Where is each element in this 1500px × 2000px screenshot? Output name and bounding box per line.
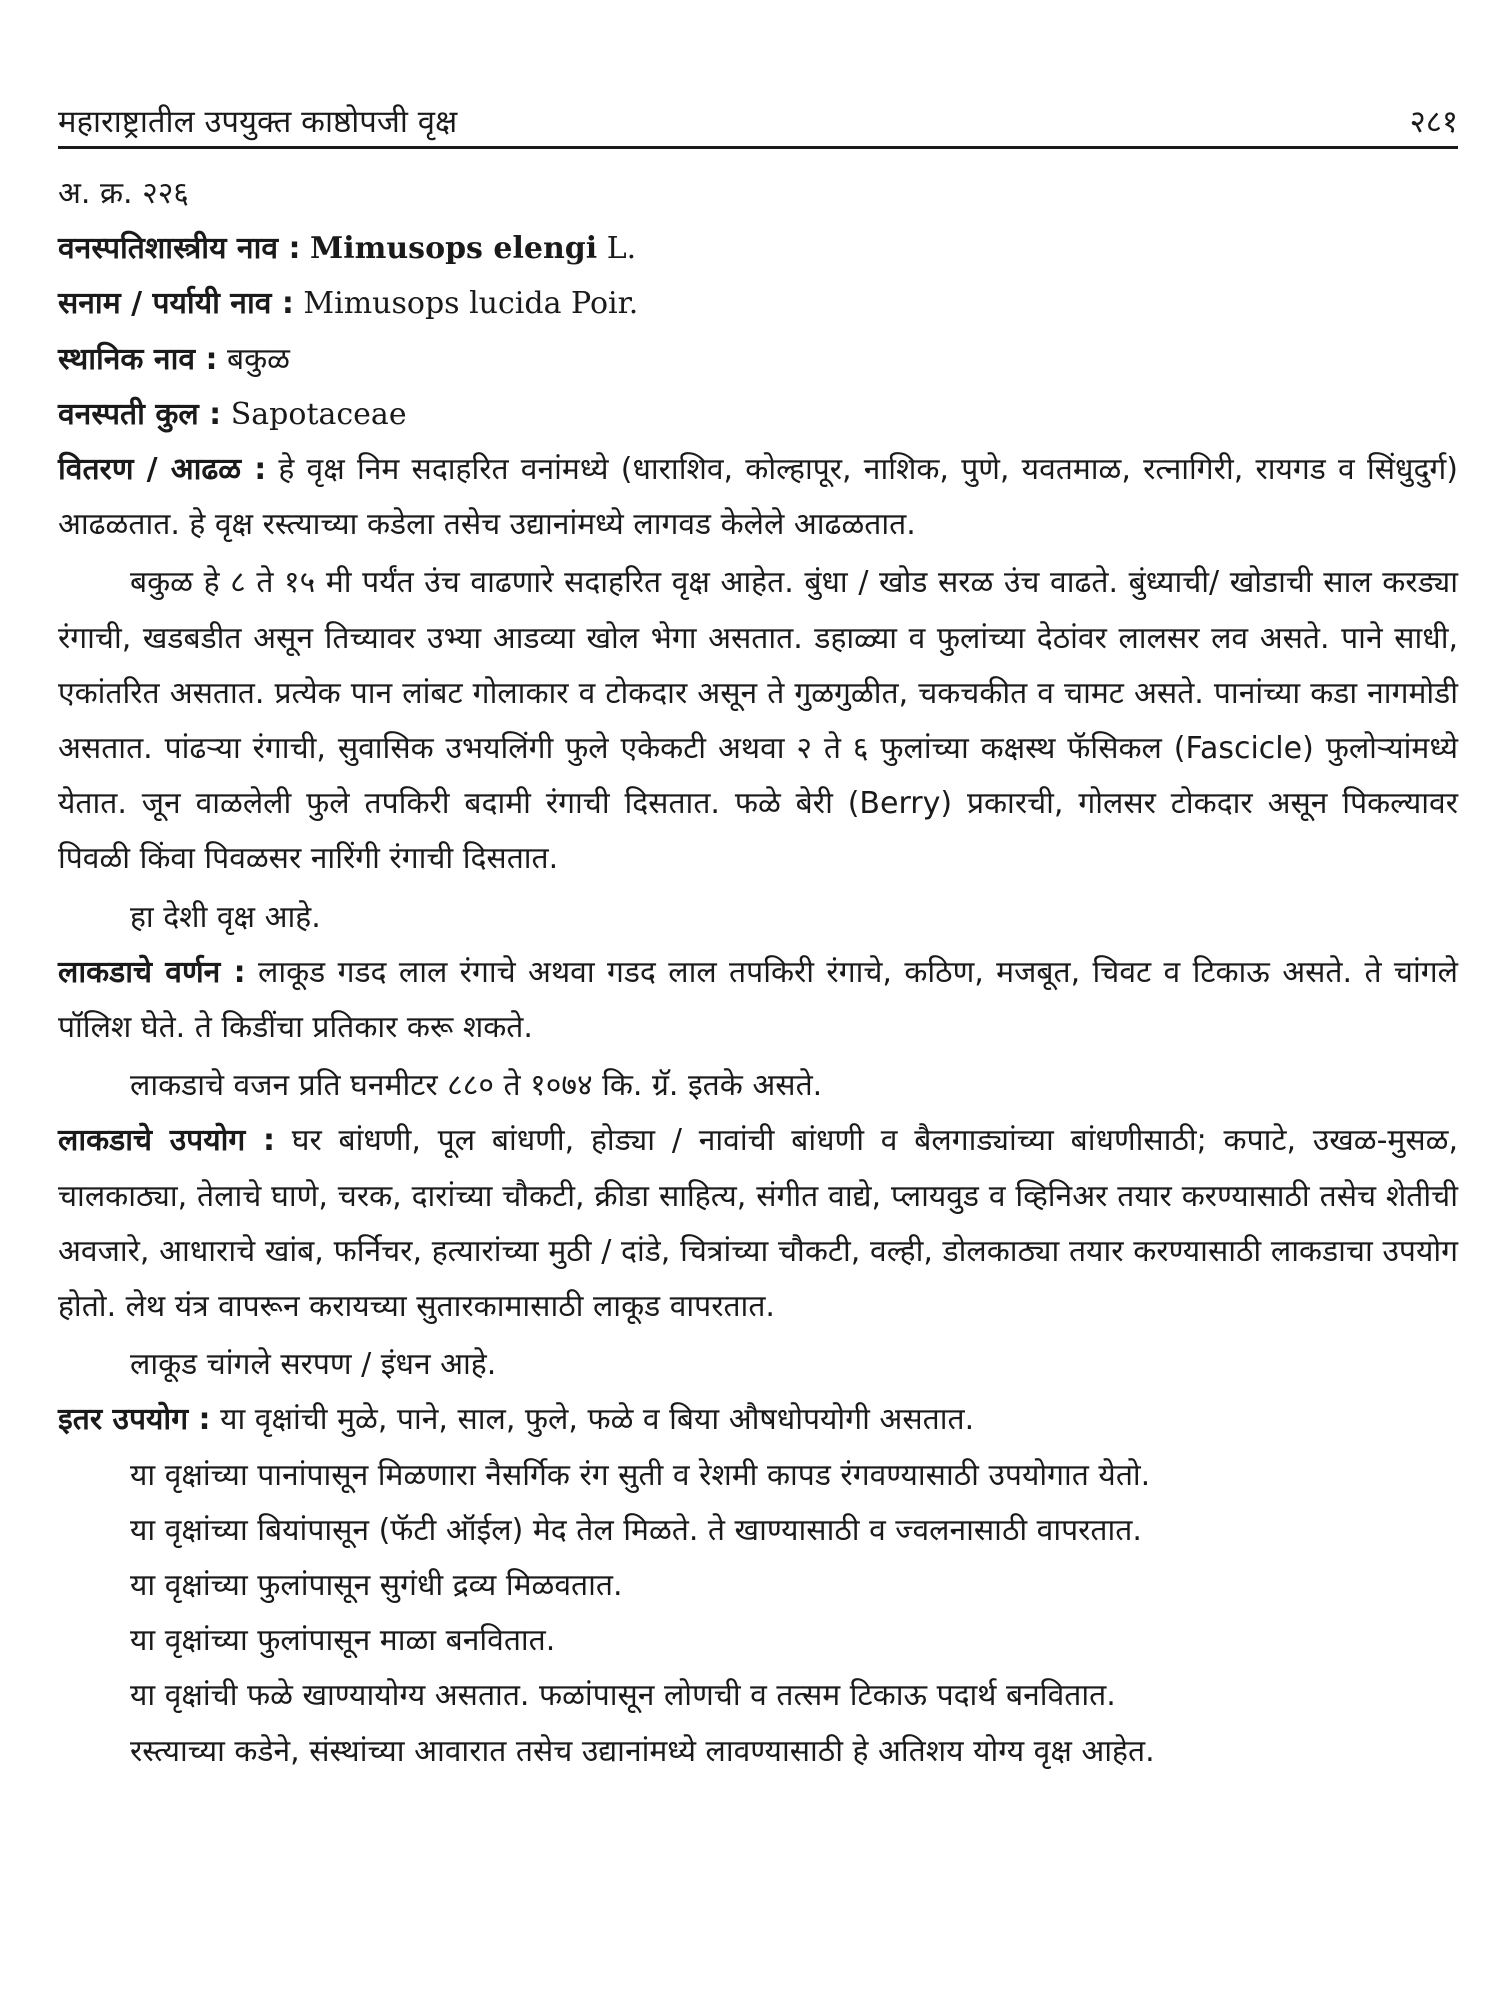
local-name: बकुळ [227, 341, 290, 377]
family-name: Sapotaceae [230, 396, 407, 432]
wood-description-label: लाकडाचे वर्णन : [58, 954, 246, 990]
other-uses-text: या वृक्षांची मुळे, पाने, साल, फुले, फळे व बिया औषधोपयोगी असतात. [220, 1402, 975, 1438]
botanical-name-line [58, 221, 1458, 276]
distribution-paragraph [58, 442, 1458, 552]
perfume-paragraph: या वृक्षांच्या फुलांपासून सुगंधी द्रव्य मिळवतात. [130, 1568, 623, 1604]
entry-body [58, 166, 1458, 1779]
native-note: हा देशी वृक्ष आहे. [130, 899, 321, 935]
running-title: महाराष्ट्रातील उपयुक्त काष्ठोपजी वृक्ष [58, 104, 458, 140]
description-paragraph: बकुळ हे ८ ते १५ मी पर्यंत उंच वाढणारे सदाहरित वृक्ष आहेत. बुंधा / खोड सरळ उंच वाढते. बुंध्याची/ खोडाची साल करड्या रंगाची, खडबडीत असून तिच्यावर उभ्या आडव्या खोल भेगा असतात. डहाळ्या व फुलांच्या देठांवर लालसर लव असते. पाने साधी, एकांतरित असतात. प्रत्येक पान लांबट गोलाकार व टोकदार असून ते गुळगुळीत, चकचकीत व चामट असते. पानांच्या कडा नागमोडी असतात. पांढऱ्या रंगाची, सुवासिक उभयलिंगी फुले एकेकटी अथवा २ ते ६ फुलांच्या कक्षस्थ फॅसिकल (Fascicle) फुलोऱ्यांमध्ये येतात. जून वाळलेली फुले तपकिरी बदामी रंगाची दिसतात. फळे बेरी (Berry) प्रकारची, गोलसर टोकदार असून पिकल्यावर पिवळी किंवा पिवळसर नारिंगी रंगाची दिसतात. [58, 565, 1458, 877]
serial-number: अ. क्र. २२६ [58, 176, 189, 211]
local-name-label: स्थानिक नाव : [58, 341, 218, 377]
wood-description-text: लाकूड गडद लाल रंगाचे अथवा गडद लाल तपकिरी रंगाचे, कठिण, मजबूत, चिवट व टिकाऊ असते. ते चांगले पॉलिश घेते. ते किडींचा प्रतिकार करू शकते. [58, 954, 1458, 1046]
wood-uses-paragraph [58, 1113, 1458, 1334]
botanical-name: Mimusops elengi [310, 231, 598, 267]
header-rule [58, 146, 1458, 149]
dye-paragraph: या वृक्षांच्या पानांपासून मिळणारा नैसर्गिक रंग सुती व रेशमी कापड रंगवण्यासाठी उपयोगात येतो. [130, 1457, 1151, 1493]
garland-paragraph: या वृक्षांच्या फुलांपासून माळा बनवितात. [130, 1623, 556, 1659]
family-label: वनस्पती कुल : [58, 396, 222, 432]
other-uses-paragraph [58, 1392, 1458, 1447]
wood-weight-note: लाकडाचे वजन प्रति घनमीटर ८८० ते १०७४ कि. ग्रॅ. इतके असते. [130, 1068, 823, 1104]
fuel-note: लाकूड चांगले सरपण / इंधन आहे. [130, 1347, 497, 1383]
fruit-paragraph: या वृक्षांची फळे खाण्यायोग्य असतात. फळांपासून लोणची व तत्सम टिकाऊ पदार्थ बनवितात. [130, 1678, 1116, 1714]
running-header [58, 92, 1458, 142]
family-line [58, 387, 1458, 442]
oil-paragraph: या वृक्षांच्या बियांपासून (फॅटी ऑईल) मेद तेल मिळते. ते खाण्यासाठी व ज्वलनासाठी वापरतात. [130, 1512, 1142, 1548]
synonym-line [58, 276, 1458, 331]
botanical-author: L. [606, 231, 637, 267]
synonym-name: Mimusops lucida Poir. [303, 286, 639, 322]
wood-uses-text: घर बांधणी, पूल बांधणी, होड्या / नावांची बांधणी व बैलगाड्यांच्या बांधणीसाठी; कपाटे, उखळ-मुसळ, चालकाठ्या, तेलाचे घाणे, चरक, दारांच्या चौकटी, क्रीडा साहित्य, संगीत वाद्ये, प्लायवुड व व्हिनिअर तयार करण्यासाठी तसेच शेतीची अवजारे, आधाराचे खांब, फर्निचर, हत्यारांच्या मुठी / दांडे, चित्रांच्या चौकटी, वल्ही, डोलकाठ्या तयार करण्यासाठी लाकडाचा उपयोग होतो. लेथ यंत्र वापरून करायच्या सुतारकामासाठी लाकूड वापरतात. [58, 1123, 1458, 1325]
botanical-name-label: वनस्पतिशास्त्रीय नाव : [58, 231, 301, 267]
synonym-label: सनाम / पर्यायी नाव : [58, 286, 294, 322]
distribution-label: वितरण / आढळ : [58, 452, 267, 488]
planting-paragraph: रस्त्याच्या कडेने, संस्थांच्या आवारात तसेच उद्यानांमध्ये लावण्यासाठी हे अतिशय योग्य वृक्ष आहेत. [130, 1733, 1155, 1769]
other-uses-label: इतर उपयोग : [58, 1402, 211, 1438]
wood-description-paragraph [58, 945, 1458, 1055]
local-name-line [58, 332, 1458, 387]
distribution-text: हे वृक्ष निम सदाहरित वनांमध्ये (धाराशिव, कोल्हापूर, नाशिक, पुणे, यवतमाळ, रत्नागिरी, रायगड व सिंधुदुर्ग) आढळतात. हे वृक्ष रस्त्याच्या कडेला तसेच उद्यानांमध्ये लागवड केलेले आढळतात. [58, 452, 1458, 543]
page-number: २८१ [1409, 104, 1458, 140]
wood-uses-label: लाकडाचे उपयोग : [58, 1123, 275, 1159]
